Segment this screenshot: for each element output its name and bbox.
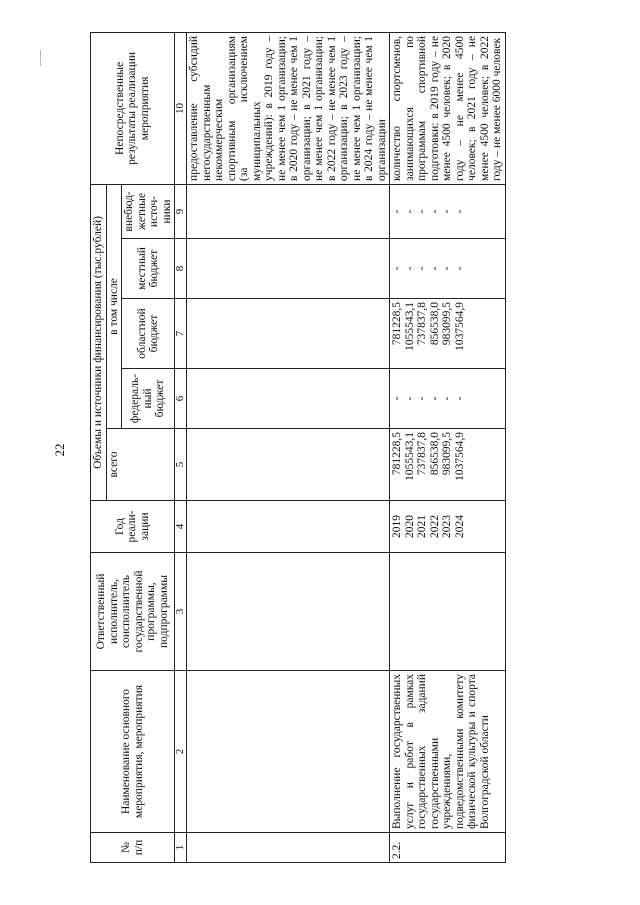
local-value: - — [416, 266, 428, 271]
rotated-table-sheet — [90, 33, 565, 863]
row-name: Выполнение государственных услуг и работ в рамках государственных заданий государственными учреждениями, подведомственными комитету физической культуры и спорта Волгоградской области — [390, 671, 506, 833]
federal-value: - — [391, 396, 403, 401]
col-number: 10 — [175, 32, 187, 184]
federal-value: - — [441, 396, 453, 401]
extra-value: - — [416, 209, 428, 214]
extra-value: - — [391, 209, 403, 214]
header-executor: Ответственный исполнитель, соисполнитель государственной программы, подпрограммы — [91, 553, 175, 671]
header-results: Непосредственные результаты реализации мероприятия — [91, 32, 175, 184]
program-table — [90, 32, 506, 863]
col-number: 4 — [175, 501, 187, 553]
row-federal — [390, 369, 506, 429]
total-value: 983099,5 — [441, 432, 453, 476]
regional-value: 1055543,1 — [403, 302, 416, 351]
row-total — [390, 429, 506, 501]
total-value: 1037564,9 — [453, 432, 466, 481]
year-value: 2020 — [403, 515, 416, 538]
col-number: 5 — [175, 429, 187, 501]
regional-value: 737837,8 — [416, 302, 428, 346]
federal-value: - — [428, 396, 441, 401]
header-local: местный бюджет — [122, 239, 175, 299]
col-number: 3 — [175, 553, 187, 671]
header-name: Наименование основного мероприятия, мероприятия — [91, 671, 175, 833]
year-value: 2021 — [416, 515, 428, 538]
header-year: Год реали-зации — [91, 501, 175, 553]
total-value: 1055543,1 — [403, 432, 416, 481]
row-years — [390, 501, 506, 553]
continuation-row — [187, 32, 390, 862]
year-value: 2023 — [441, 515, 453, 538]
header-finance-group: Объемы и источники финансирования (тыс.рублей) — [91, 184, 107, 500]
header-federal: федераль-ный бюджет — [122, 369, 175, 429]
col-number: 8 — [175, 239, 187, 299]
year-value: 2022 — [428, 515, 441, 538]
extra-value: - — [453, 209, 466, 214]
local-value: - — [391, 266, 403, 271]
row-result: количество спортсменов, занимающихся по программам спортивной подготовки: в 2019 году – не менее 4500 человек; в 2020 году – не менее 4500 человек; в 2021 году – не менее 4500 человек; в 2022 году – не менее 6000 человек — [390, 32, 506, 184]
extra-value: - — [441, 209, 453, 214]
page-number: 22 — [52, 443, 67, 457]
col-number: 2 — [175, 671, 187, 833]
regional-value: 781228,5 — [391, 302, 403, 346]
continuation-result: предоставление субсидий негосударственным некоммерческим спортивным организациям (за исключением муниципальных учреждений): в 2019 году – не менее чем 1 организации; в 2020 году – не менее чем 1 организации; в 2021 году – не менее чем 1 организации; в 2022 году – не менее чем 1 организации; в 2023 году – не менее чем 1 организации; в 2024 году – не менее чем 1 организации — [187, 32, 390, 184]
row-extrabudget — [390, 184, 506, 238]
total-value: 856538,0 — [428, 432, 441, 476]
header-regional: областной бюджет — [122, 299, 175, 369]
federal-value: - — [416, 396, 428, 401]
header-extrabudget: внебюд-жетные источ-ники — [122, 184, 175, 238]
extra-value: - — [428, 209, 441, 214]
regional-value: 983099,5 — [441, 302, 453, 346]
extra-value: - — [403, 209, 416, 214]
federal-value: - — [453, 396, 466, 401]
local-value: - — [441, 266, 453, 271]
row-local — [390, 239, 506, 299]
table-row — [390, 32, 506, 862]
row-number: 2.2. — [390, 833, 506, 863]
col-number: 6 — [175, 369, 187, 429]
local-value: - — [403, 266, 416, 271]
regional-value: 1037564,9 — [453, 302, 466, 351]
header-num: № п/п — [91, 833, 175, 863]
local-value: - — [428, 266, 441, 271]
total-value: 737837,8 — [416, 432, 428, 476]
year-value: 2019 — [391, 515, 403, 538]
total-value: 781228,5 — [391, 432, 403, 476]
col-number: 1 — [175, 833, 187, 863]
row-regional — [390, 299, 506, 369]
col-number: 9 — [175, 184, 187, 238]
local-value: - — [453, 266, 466, 271]
header-including: в том числе — [106, 184, 122, 428]
col-number: 7 — [175, 299, 187, 369]
year-value: 2024 — [453, 515, 466, 538]
federal-value: - — [403, 396, 416, 401]
header-total: всего — [106, 429, 175, 501]
row-executor — [390, 553, 506, 671]
column-number-row — [175, 32, 187, 862]
scan-mark — [40, 50, 49, 66]
regional-value: 856538,0 — [428, 302, 441, 346]
